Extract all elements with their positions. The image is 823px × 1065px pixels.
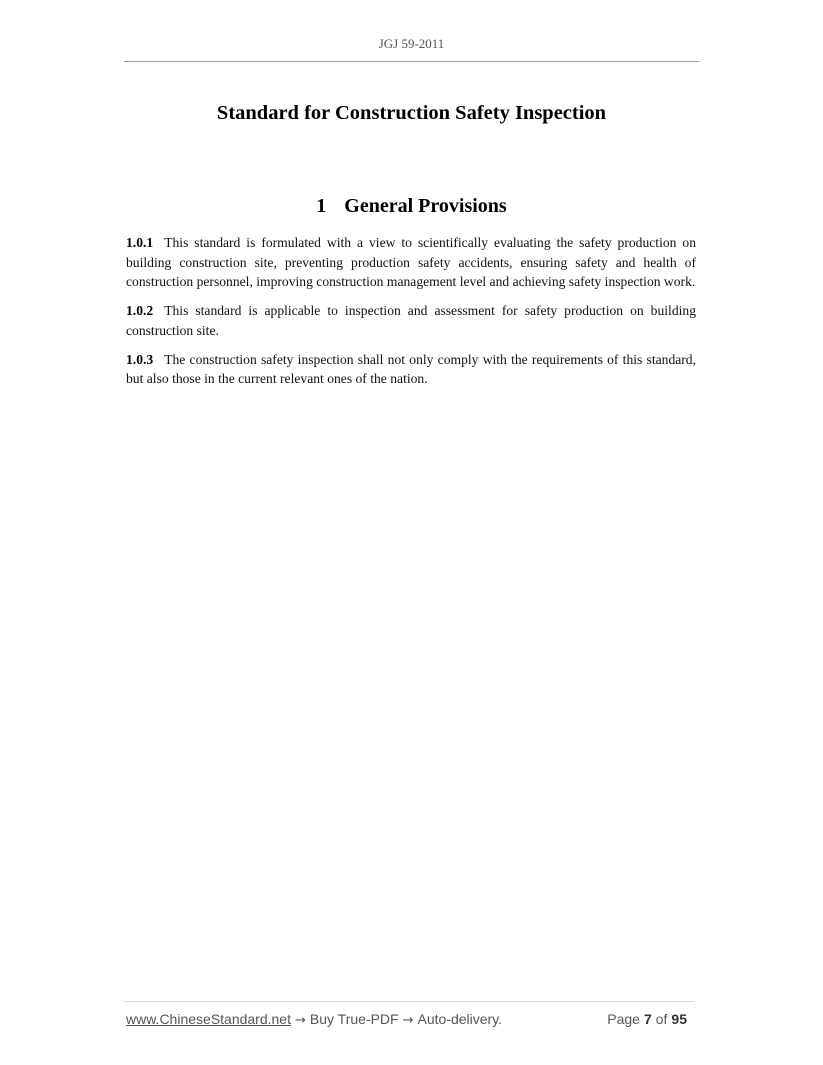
website-link[interactable]: www.ChineseStandard.net (126, 1011, 291, 1027)
document-title: Standard for Construction Safety Inspection (216, 102, 607, 124)
clause-number: 1.0.2 (126, 303, 154, 319)
buy-pdf-text: Buy True-PDF (309, 1011, 399, 1027)
right-arrow-icon: → (402, 1013, 414, 1028)
footer-divider (124, 1001, 694, 1002)
clause-text: This standard is applicable to inspection and assessment for safety production on building construction site. (126, 303, 696, 338)
chapter-heading (0, 195, 823, 218)
clause-list (126, 233, 696, 398)
right-arrow-icon: → (295, 1013, 306, 1028)
current-page-number: 7 (643, 1011, 652, 1027)
page-label: Page (607, 1011, 640, 1027)
chapter-number: 1 (316, 195, 327, 217)
document-code-header: JGJ 59-2011 (378, 36, 445, 51)
clause-number: 1.0.1 (126, 235, 154, 250)
header-divider (124, 61, 699, 62)
clause-number: 1.0.3 (126, 351, 154, 367)
clause-1-0-2 (126, 301, 696, 340)
page-of-label: of (655, 1011, 668, 1027)
clause-text: The construction safety inspection shall not only comply with the requirements of this standard, but also those in the current relevant ones of the nation. (126, 351, 696, 387)
total-pages-number: 95 (671, 1011, 687, 1027)
chapter-title: General Provisions (344, 195, 507, 217)
footer-promo (126, 1011, 502, 1028)
clause-text: This standard is formulated with a view to scientifically evaluating the safety production on building construction site, preventing production safety accidents, ensuring safety and health of construction personnel, improving construction management level and achieving safety inspection work. (126, 235, 696, 290)
page-counter (607, 1011, 691, 1027)
clause-1-0-3 (126, 350, 696, 389)
clause-1-0-1 (126, 233, 696, 292)
auto-delivery-text: Auto-delivery. (417, 1011, 503, 1027)
